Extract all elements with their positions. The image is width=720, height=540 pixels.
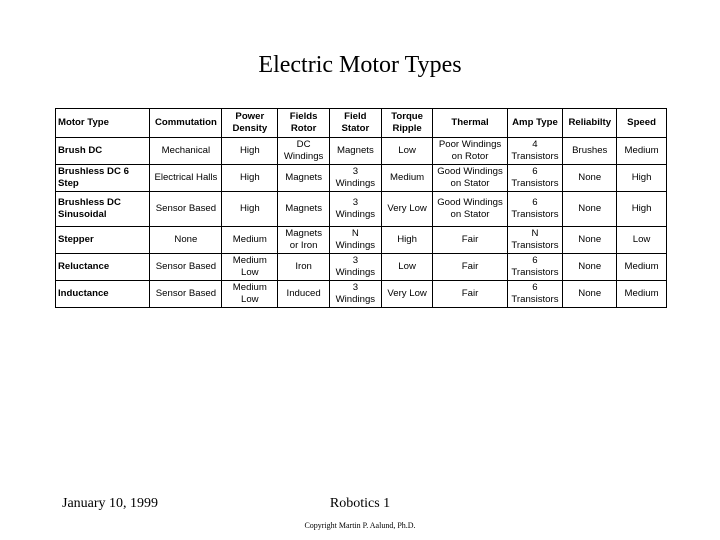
cell-fields-rotor: Magnets or Iron	[278, 227, 330, 254]
cell-field-stator: Magnets	[329, 138, 381, 165]
cell-torque-ripple: High	[381, 227, 433, 254]
header-power-density: Power Density	[222, 109, 278, 138]
header-fields-rotor: Fields Rotor	[278, 109, 330, 138]
header-amp-type: Amp Type	[507, 109, 563, 138]
table-row	[56, 192, 667, 227]
slide-title: Electric Motor Types	[258, 52, 462, 78]
cell-reliability: None	[563, 192, 617, 227]
cell-torque-ripple: Very Low	[381, 281, 433, 308]
cell-amp-type: N Transistors	[507, 227, 563, 254]
header-motor-type: Motor Type	[56, 109, 150, 138]
cell-amp-type: 6 Transistors	[507, 254, 563, 281]
table-row	[56, 138, 667, 165]
cell-power-density: Medium Low	[222, 254, 278, 281]
table-row	[56, 227, 667, 254]
header-reliability: Reliabilty	[563, 109, 617, 138]
cell-reliability: None	[563, 254, 617, 281]
cell-fields-rotor: DC Windings	[278, 138, 330, 165]
cell-amp-type: 6 Transistors	[507, 281, 563, 308]
cell-fields-rotor: Iron	[278, 254, 330, 281]
cell-commutation: Sensor Based	[150, 281, 222, 308]
cell-motor-type: Stepper	[56, 227, 150, 254]
footer-date: January 10, 1999	[62, 496, 159, 511]
cell-field-stator: 3 Windings	[329, 254, 381, 281]
cell-amp-type: 6 Transistors	[507, 192, 563, 227]
cell-power-density: Medium	[222, 227, 278, 254]
table-row	[56, 254, 667, 281]
header-speed: Speed	[617, 109, 667, 138]
cell-fields-rotor: Induced	[278, 281, 330, 308]
cell-commutation: Sensor Based	[150, 192, 222, 227]
cell-thermal: Good Windings on Stator	[433, 192, 507, 227]
cell-motor-type: Reluctance	[56, 254, 150, 281]
cell-thermal: Poor Windings on Rotor	[433, 138, 507, 165]
motor-types-table	[55, 108, 667, 308]
footer-copyright: Copyright Martin P. Aalund, Ph.D.	[304, 521, 416, 530]
cell-torque-ripple: Medium	[381, 165, 433, 192]
cell-speed: Medium	[617, 254, 667, 281]
cell-power-density: High	[222, 165, 278, 192]
cell-motor-type: Brush DC	[56, 138, 150, 165]
cell-power-density: High	[222, 138, 278, 165]
cell-field-stator: 3 Windings	[329, 281, 381, 308]
cell-fields-rotor: Magnets	[278, 165, 330, 192]
cell-field-stator: 3 Windings	[329, 192, 381, 227]
cell-reliability: None	[563, 281, 617, 308]
cell-power-density: High	[222, 192, 278, 227]
header-field-stator: Field Stator	[329, 109, 381, 138]
cell-motor-type: Brushless DC Sinusoidal	[56, 192, 150, 227]
cell-speed: High	[617, 192, 667, 227]
cell-torque-ripple: Low	[381, 138, 433, 165]
cell-commutation: Sensor Based	[150, 254, 222, 281]
cell-speed: Medium	[617, 138, 667, 165]
cell-field-stator: N Windings	[329, 227, 381, 254]
cell-speed: Low	[617, 227, 667, 254]
table-row	[56, 165, 667, 192]
cell-thermal: Good Windings on Stator	[433, 165, 507, 192]
cell-torque-ripple: Low	[381, 254, 433, 281]
cell-amp-type: 4 Transistors	[507, 138, 563, 165]
cell-motor-type: Inductance	[56, 281, 150, 308]
cell-commutation: Electrical Halls	[150, 165, 222, 192]
cell-power-density: Medium Low	[222, 281, 278, 308]
header-commutation: Commutation	[150, 109, 222, 138]
cell-commutation: Mechanical	[150, 138, 222, 165]
cell-reliability: None	[563, 165, 617, 192]
table-row	[56, 281, 667, 308]
header-thermal: Thermal	[433, 109, 507, 138]
cell-amp-type: 6 Transistors	[507, 165, 563, 192]
cell-reliability: None	[563, 227, 617, 254]
cell-reliability: Brushes	[563, 138, 617, 165]
cell-motor-type: Brushless DC 6 Step	[56, 165, 150, 192]
table-header-row	[56, 109, 667, 138]
cell-field-stator: 3 Windings	[329, 165, 381, 192]
cell-speed: Medium	[617, 281, 667, 308]
footer-course-name: Robotics 1	[329, 496, 391, 511]
cell-fields-rotor: Magnets	[278, 192, 330, 227]
cell-commutation: None	[150, 227, 222, 254]
cell-speed: High	[617, 165, 667, 192]
cell-torque-ripple: Very Low	[381, 192, 433, 227]
cell-thermal: Fair	[433, 254, 507, 281]
header-torque-ripple: Torque Ripple	[381, 109, 433, 138]
cell-thermal: Fair	[433, 227, 507, 254]
cell-thermal: Fair	[433, 281, 507, 308]
